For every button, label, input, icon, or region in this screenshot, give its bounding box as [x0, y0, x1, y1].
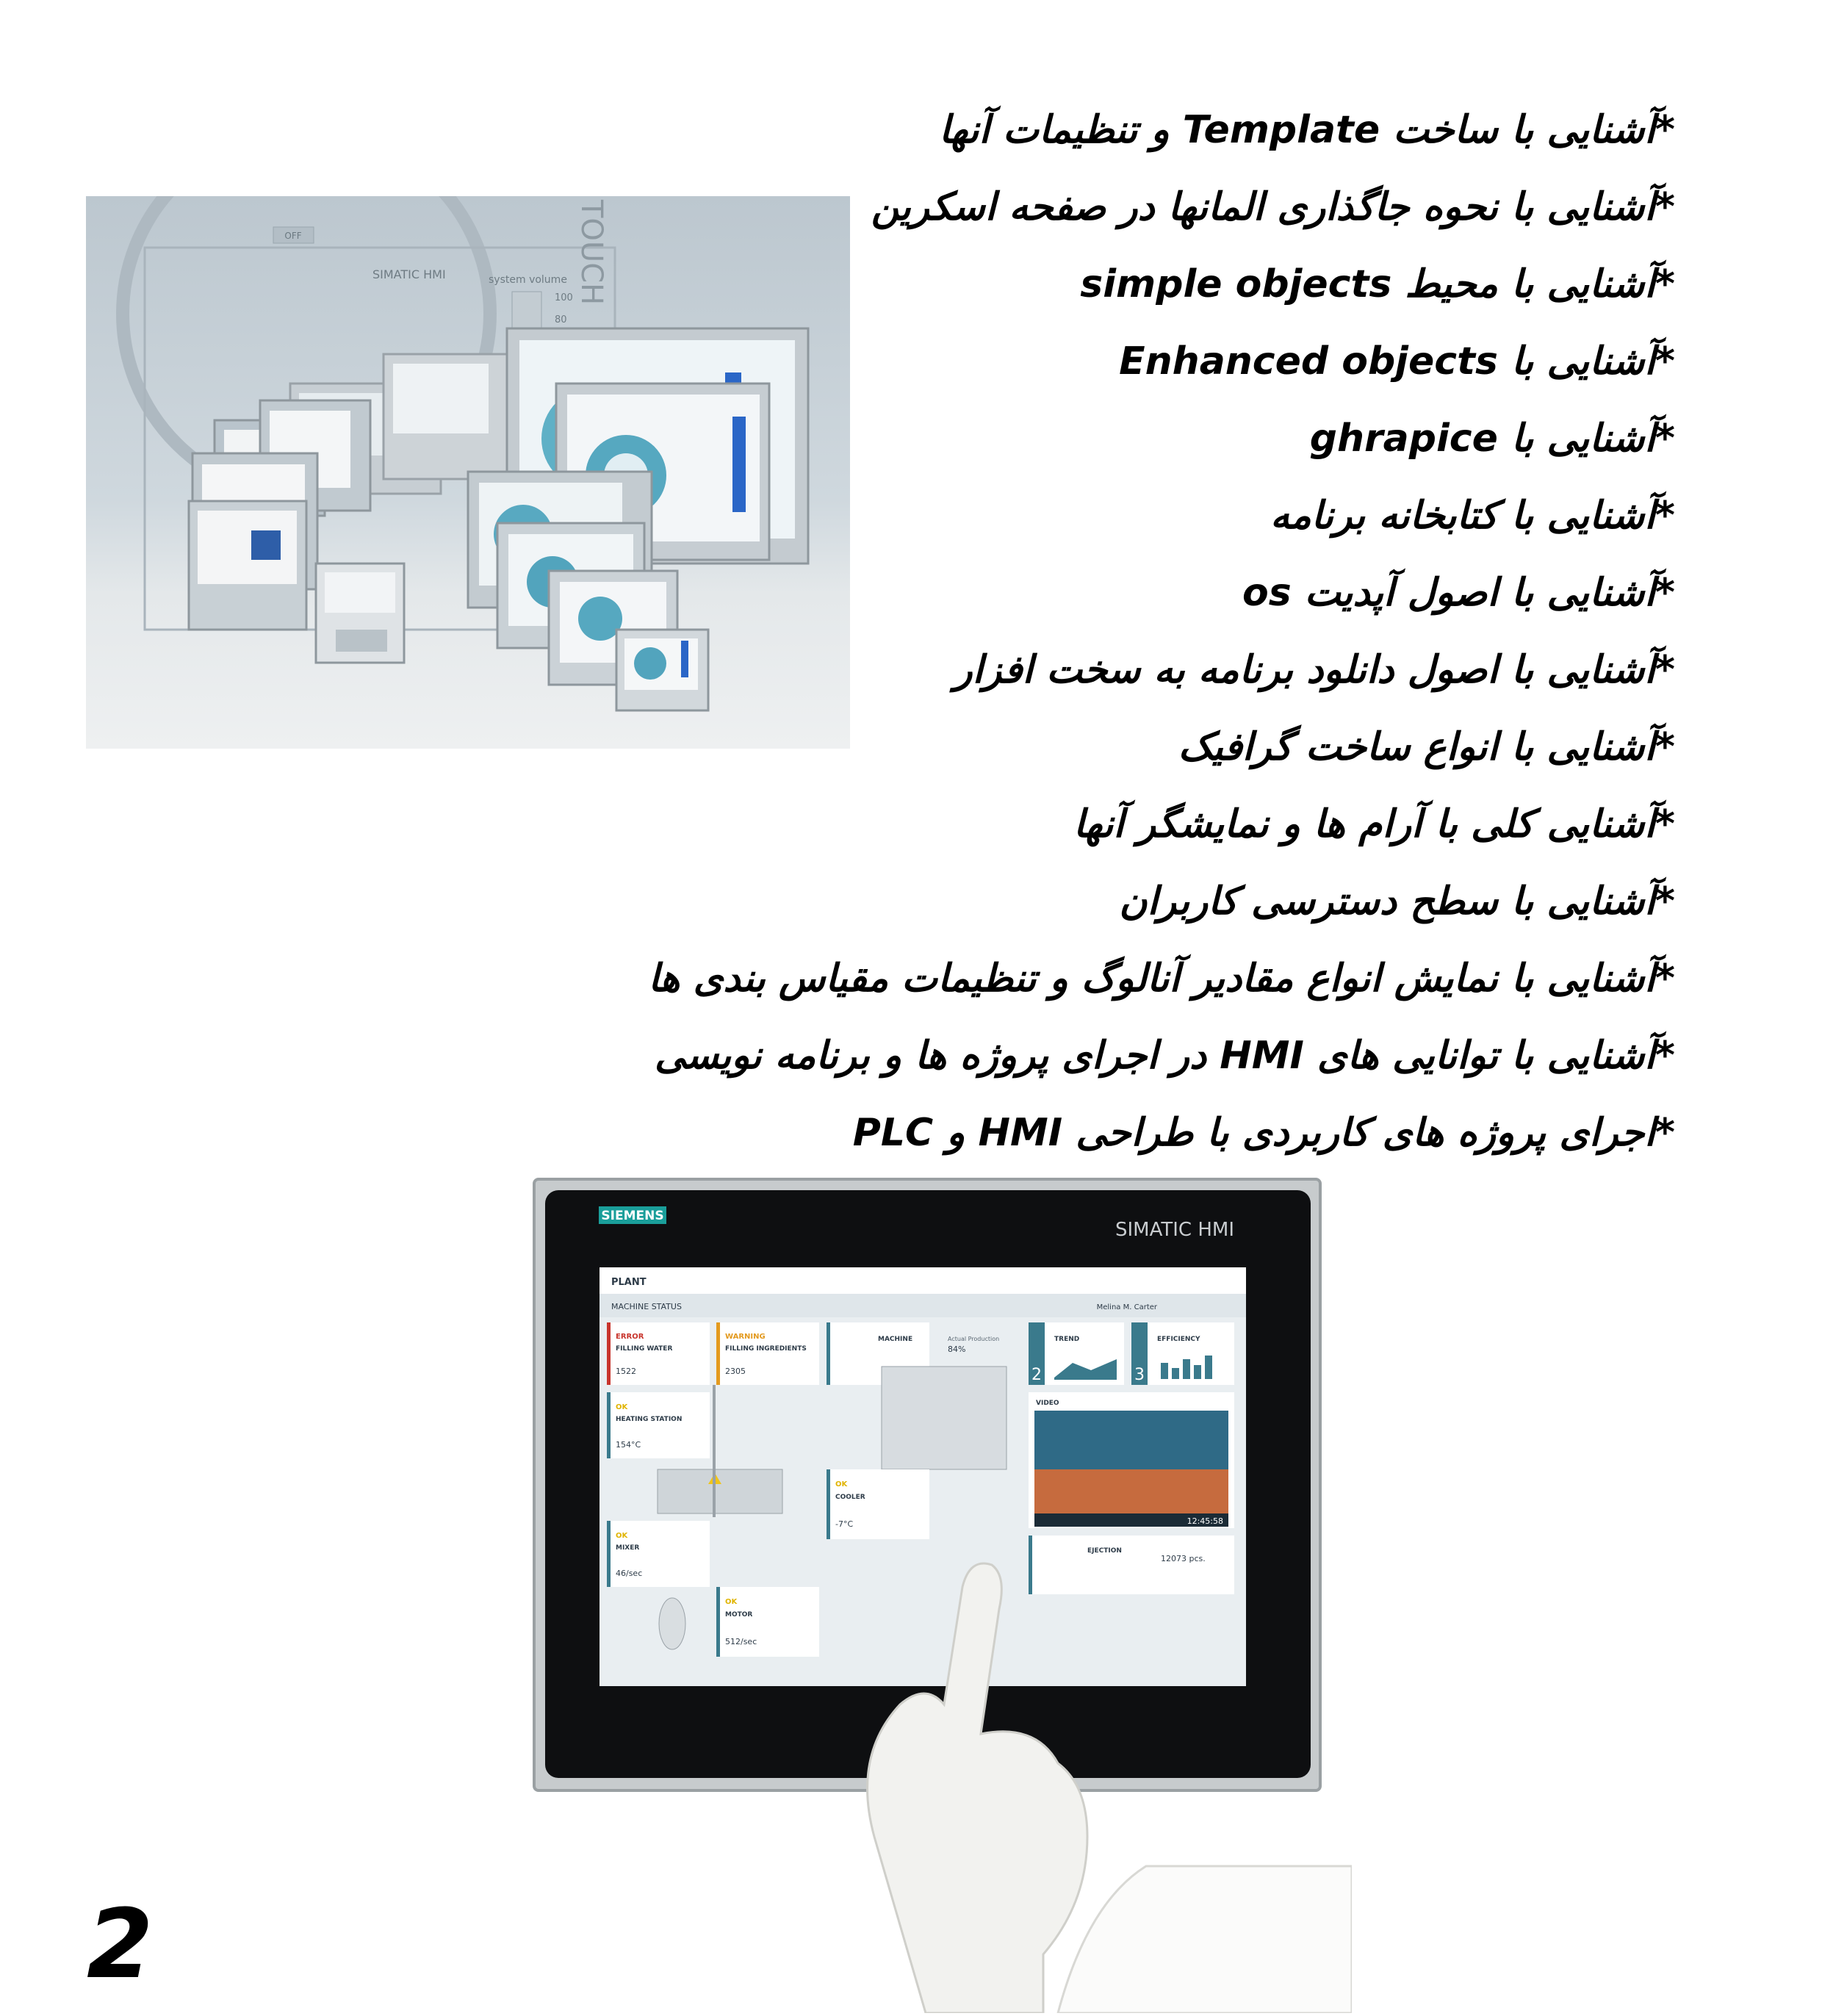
- bullet-item: *آشنایی با سطح دسترسی کاربران: [1119, 879, 1675, 924]
- video-label: VIDEO: [1036, 1400, 1059, 1407]
- cooler-value: -7°C: [835, 1519, 854, 1529]
- touch-label: TOUCH: [575, 200, 608, 306]
- filling-water-value: 1522: [616, 1367, 636, 1376]
- status-ok-cooler: OK: [835, 1480, 848, 1488]
- simatic-hmi-label: SIMATIC HMI: [1115, 1219, 1234, 1241]
- bullet-item: *آشنایی کلی با آرام ها و نمایشگر آنها: [1073, 802, 1675, 846]
- heating-station-label: HEATING STATION: [616, 1416, 683, 1423]
- bullet-item: *آشنایی با اصول دانلود برنامه به سخت افزار: [954, 648, 1675, 692]
- hmi-family-photo: [86, 196, 850, 749]
- user-name: Melina M. Carter: [1096, 1303, 1157, 1311]
- ejection-label: EJECTION: [1087, 1547, 1122, 1555]
- volume-80-label: 80: [555, 314, 567, 325]
- actual-production-label: Actual Production: [948, 1336, 1000, 1342]
- volume-100-label: 100: [555, 292, 573, 303]
- efficiency-label: EFFICIENCY: [1157, 1336, 1200, 1343]
- trend-number: 2: [1031, 1366, 1042, 1384]
- efficiency-number: 3: [1134, 1366, 1145, 1384]
- status-error: ERROR: [616, 1333, 644, 1341]
- plant-title: PLANT: [611, 1277, 647, 1288]
- bullet-item: *آشنایی با محیط simple objects: [1080, 262, 1675, 306]
- status-warning: WARNING: [725, 1333, 766, 1341]
- video-time[interactable]: 12:45:58: [1187, 1516, 1223, 1526]
- filling-water-label: FILLING WATER: [616, 1345, 673, 1353]
- mixer-value: 46/sec: [616, 1569, 643, 1578]
- hmi-panel-illustration: [529, 1176, 1352, 2013]
- off-label: OFF: [284, 231, 302, 241]
- bullet-item: *آشنایی با ساخت Template و تنظیمات آنها: [939, 108, 1675, 152]
- bullet-item: *آشنایی با نحوه جاگذاری المانها در صفحه اسکرین: [871, 185, 1675, 229]
- machine-status-dropdown: MACHINE STATUS: [611, 1302, 682, 1311]
- trend-label: TREND: [1054, 1336, 1080, 1343]
- bullet-item: *آشنایی با اصول آپدیت os: [1242, 571, 1675, 615]
- bullet-item: *آشنایی با توانایی های HMI در اجرای پروژه ها و برنامه نویسی: [655, 1034, 1675, 1078]
- status-ok-motor: OK: [725, 1598, 738, 1606]
- motor-label: MOTOR: [725, 1611, 753, 1619]
- machine-label: MACHINE: [878, 1336, 913, 1343]
- mixer-label: MIXER: [616, 1544, 640, 1552]
- bullet-item: *آشنایی با ghrapice: [1309, 417, 1675, 461]
- machine-production-value: 84%: [948, 1344, 966, 1354]
- heating-station-value: 154°C: [616, 1440, 641, 1450]
- system-volume-label: system volume: [489, 274, 567, 286]
- page-number: 2: [87, 1888, 154, 2000]
- bullet-item: *آشنایی با نمایش انواع مقادیر آنالوگ و تنظیمات مقیاس بندی ها: [648, 957, 1675, 1001]
- siemens-logo: SIEMENS: [601, 1209, 664, 1223]
- simatic-label: SIMATIC HMI: [372, 267, 446, 281]
- bullet-item: *آشنایی با انواع ساخت گرافیک: [1178, 725, 1675, 769]
- status-ok-heating: OK: [616, 1403, 628, 1411]
- bullet-item: *اجرای پروژه های کاربردی با طراحی HMI و PLC: [852, 1111, 1675, 1155]
- motor-value: 512/sec: [725, 1637, 757, 1646]
- ejection-value: 12073 pcs.: [1161, 1554, 1206, 1563]
- status-ok-mixer: OK: [616, 1532, 628, 1540]
- cooler-label: COOLER: [835, 1494, 865, 1501]
- bullet-item: *آشنایی با کتابخانه برنامه: [1270, 494, 1675, 538]
- bullet-item: *آشنایی با Enhanced objects: [1119, 339, 1675, 384]
- filling-ingredients-value: 2305: [725, 1367, 746, 1376]
- hmi-panel-photo: [529, 1176, 1352, 2013]
- hmi-family-illustration: [86, 196, 850, 749]
- filling-ingredients-label: FILLING INGREDIENTS: [725, 1345, 807, 1353]
